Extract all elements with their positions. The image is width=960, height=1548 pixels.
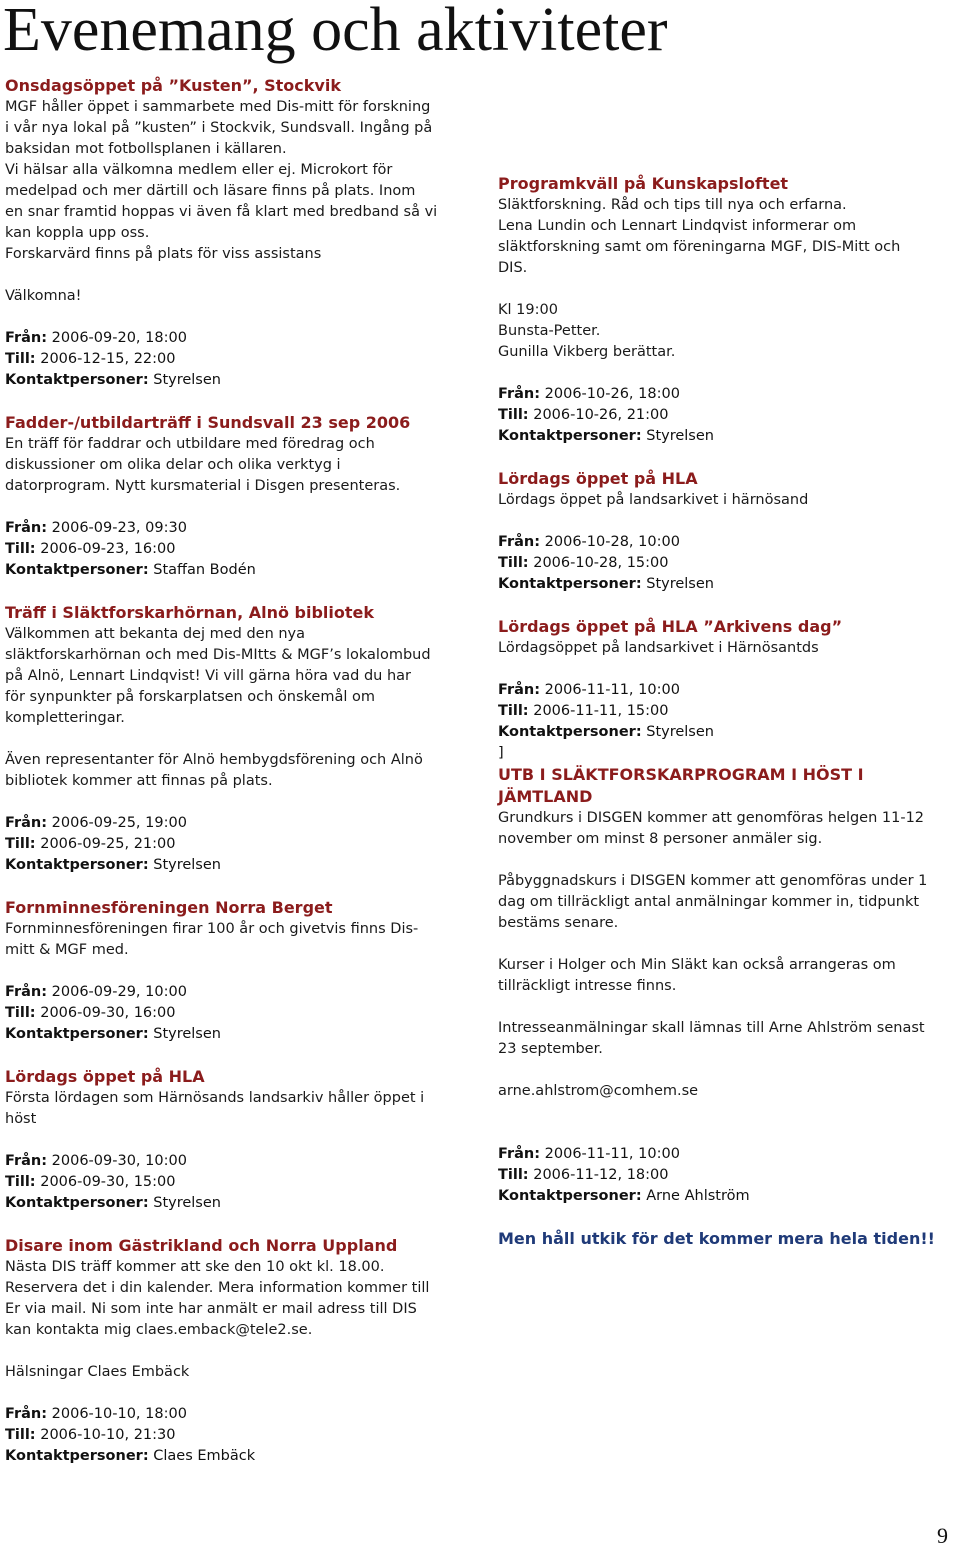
event-to: Till: 2006-09-23, 16:00 bbox=[5, 541, 176, 557]
event-description: Kurser i Holger och Min Släkt kan också arrangeras om tillräckligt intresse finns. bbox=[498, 957, 896, 994]
event-description: En träff för faddrar och utbildare med föredrag och diskussioner om olika delar och olika verktyg i datorprogram. Nytt kursmaterial i Disgen presenteras. bbox=[5, 436, 401, 494]
event-to: Till: 2006-09-30, 15:00 bbox=[5, 1174, 176, 1190]
left-column bbox=[5, 75, 475, 1467]
event-description: Grundkurs i DISGEN kommer att genomföras helgen 11-12 november om minst 8 personer anmäler sig. bbox=[498, 810, 925, 847]
event-description: Lördagsöppet på landsarkivet i Härnösantds bbox=[498, 640, 819, 656]
event-description: Kl 19:00 Bunsta-Petter. Gunilla Vikberg berättar. bbox=[498, 302, 676, 360]
event-to: Till: 2006-12-15, 22:00 bbox=[5, 351, 176, 367]
event-utb-jamtland bbox=[498, 764, 960, 1207]
event-from: Från: 2006-10-10, 18:00 bbox=[5, 1406, 187, 1422]
stray-mark: ] bbox=[498, 745, 504, 761]
event-greeting: Välkomna! bbox=[5, 288, 82, 304]
event-signature: Hälsningar Claes Embäck bbox=[5, 1364, 190, 1380]
event-contact: Kontaktpersoner: Styrelsen bbox=[498, 724, 714, 740]
event-contact: Kontaktpersoner: Staffan Bodén bbox=[5, 562, 256, 578]
event-contact: Kontaktpersoner: Styrelsen bbox=[498, 428, 714, 444]
event-contact: Kontaktpersoner: Arne Ahlström bbox=[498, 1188, 750, 1204]
event-description: Släktforskning. Råd och tips till nya och erfarna. Lena Lundin och Lennart Lindqvist informerar om släktforskning samt om föreningarna MGF, DIS-Mitt och DIS. bbox=[498, 197, 901, 276]
event-from: Från: 2006-09-30, 10:00 bbox=[5, 1153, 187, 1169]
event-description: Även representanter för Alnö hembygdsförening och Alnö bibliotek kommer att finnas på plats. bbox=[5, 752, 423, 789]
event-description: Nästa DIS träff kommer att ske den 10 okt kl. 18.00. Reservera det i din kalender. Mera information kommer till Er via mail. Ni som inte har anmält er mail adress till DIS kan kontakta mig claes.emback@tele2.se. bbox=[5, 1259, 430, 1338]
event-slaktforskarhornan bbox=[5, 602, 475, 876]
event-contact: Kontaktpersoner: Styrelsen bbox=[5, 1195, 221, 1211]
event-description: Påbyggnadskurs i DISGEN kommer att genomföras under 1 dag om tillräckligt antal anmälningar kommer in, tidpunkt bestäms senare. bbox=[498, 873, 928, 931]
contact-email: arne.ahlstrom@comhem.se bbox=[498, 1083, 699, 1099]
event-title: Fadder-/utbildarträff i Sundsvall 23 sep 2006 bbox=[5, 413, 411, 432]
event-title: Lördags öppet på HLA bbox=[5, 1067, 205, 1086]
event-fornminnesforeningen bbox=[5, 897, 475, 1045]
event-to: Till: 2006-11-12, 18:00 bbox=[498, 1167, 669, 1183]
event-disare-gastrikland bbox=[5, 1235, 475, 1467]
event-contact: Kontaktpersoner: Claes Embäck bbox=[5, 1448, 256, 1464]
event-title: Programkväll på Kunskapsloftet bbox=[498, 174, 789, 193]
event-to: Till: 2006-10-28, 15:00 bbox=[498, 555, 669, 571]
event-from: Från: 2006-11-11, 10:00 bbox=[498, 1146, 680, 1162]
event-from: Från: 2006-11-11, 10:00 bbox=[498, 682, 680, 698]
event-description: Fornminnesföreningen firar 100 år och givetvis finns Dis- mitt & MGF med. bbox=[5, 921, 419, 958]
event-from: Från: 2006-09-29, 10:00 bbox=[5, 984, 187, 1000]
page-number: 9 bbox=[937, 1523, 948, 1548]
event-contact: Kontaktpersoner: Styrelsen bbox=[5, 372, 221, 388]
event-to: Till: 2006-11-11, 15:00 bbox=[498, 703, 669, 719]
event-description: Intresseanmälningar skall lämnas till Arne Ahlström senast 23 september. bbox=[498, 1020, 925, 1057]
event-from: Från: 2006-09-25, 19:00 bbox=[5, 815, 187, 831]
page-title: Evenemang och aktiviteter bbox=[3, 0, 668, 64]
event-contact: Kontaktpersoner: Styrelsen bbox=[498, 576, 714, 592]
event-title: Lördags öppet på HLA ”Arkivens dag” bbox=[498, 617, 843, 636]
event-kunskapsloftet bbox=[498, 173, 960, 447]
event-title: Träff i Släktforskarhörnan, Alnö bibliotek bbox=[5, 603, 375, 622]
event-onsdagsoppet bbox=[5, 75, 475, 391]
event-lordags-hla-2 bbox=[498, 468, 960, 595]
event-fadder-traff bbox=[5, 412, 475, 581]
event-to: Till: 2006-10-10, 21:30 bbox=[5, 1427, 176, 1443]
event-from: Från: 2006-10-28, 10:00 bbox=[498, 534, 680, 550]
event-from: Från: 2006-09-23, 09:30 bbox=[5, 520, 187, 536]
event-description: Välkommen att bekanta dej med den nya släktforskarhörnan och med Dis-MItts & MGF’s lokalombud på Alnö, Lennart Lindqvist! Vi vill gärna höra vad du har för synpunkter på forskarplatsen och önskemål om kompletteringar. bbox=[5, 626, 431, 726]
event-from: Från: 2006-09-20, 18:00 bbox=[5, 330, 187, 346]
event-to: Till: 2006-10-26, 21:00 bbox=[498, 407, 669, 423]
event-to: Till: 2006-09-30, 16:00 bbox=[5, 1005, 176, 1021]
event-contact: Kontaktpersoner: Styrelsen bbox=[5, 1026, 221, 1042]
event-title: Lördags öppet på HLA bbox=[498, 469, 698, 488]
event-title: Fornminnesföreningen Norra Berget bbox=[5, 898, 333, 917]
closing-note: Men håll utkik för det kommer mera hela tiden!! bbox=[498, 1229, 935, 1248]
event-title: Disare inom Gästrikland och Norra Uppland bbox=[5, 1236, 398, 1255]
event-title: UTB I SLÄKTFORSKARPROGRAM I HÖST I JÄMTLAND bbox=[498, 765, 864, 806]
event-description: Första lördagen som Härnösands landsarkiv håller öppet i höst bbox=[5, 1090, 425, 1127]
event-description: MGF håller öppet i sammarbete med Dis-mitt för forskning i vår nya lokal på ”kusten” i Stockvik, Sundsvall. Ingång på baksidan mot fotbollsplanen i källaren. Vi hälsar alla välkomna medlem eller ej. Microkort för medelpad och mer därtill och läsare finns på plats. Inom en snar framtid hoppas vi även få klart med bredband så vi kan koppla upp oss. Forskarvärd finns på plats för viss assistans bbox=[5, 99, 438, 262]
event-title: Onsdagsöppet på ”Kusten”, Stockvik bbox=[5, 76, 341, 95]
event-lordags-hla-1 bbox=[5, 1066, 475, 1214]
event-description: Lördags öppet på landsarkivet i härnösand bbox=[498, 492, 809, 508]
event-arkivens-dag bbox=[498, 616, 960, 764]
event-contact: Kontaktpersoner: Styrelsen bbox=[5, 857, 221, 873]
event-to: Till: 2006-09-25, 21:00 bbox=[5, 836, 176, 852]
right-column bbox=[498, 173, 960, 1250]
event-from: Från: 2006-10-26, 18:00 bbox=[498, 386, 680, 402]
